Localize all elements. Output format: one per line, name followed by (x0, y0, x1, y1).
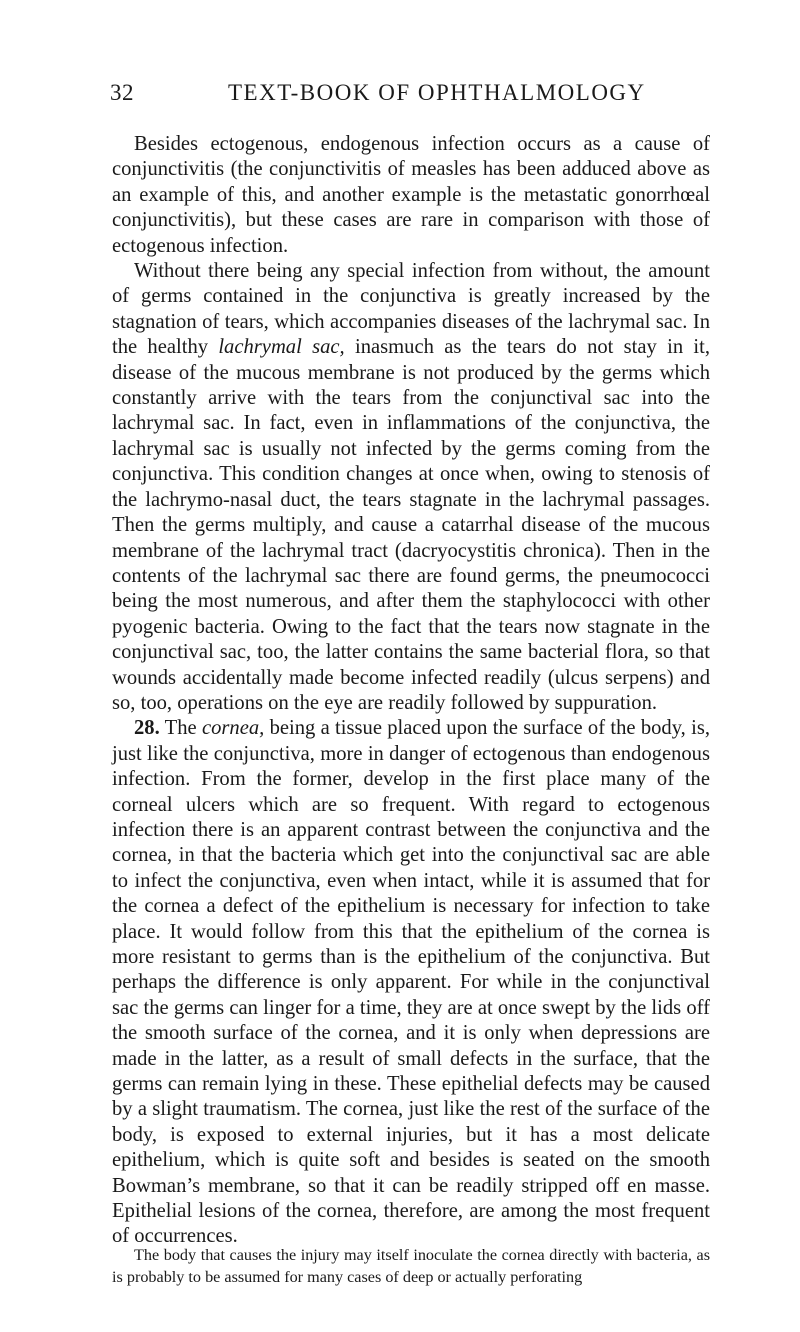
paragraph-lachrymal-sac (112, 259, 710, 716)
paragraph-text: inasmuch as the tears do not stay in it, disease of the mucous membrane is not produced by the germs which constantly arrive with the tears from the conjunctival sac into the lachrymal sac. In fact, even in inflammations of the conjunctiva, the lachrymal sac is usually not infected by the germs coming from the conjunctiva. This condition changes at once when, owing to stenosis of the lachrymo-nasal duct, the tears stagnate in the lachrymal passages. Then the germs multiply, and cause a catarrhal disease of the mucous membrane of the lachrymal tract (dacryocystitis chronica). Then in the contents of the lachrymal sac there are found germs, the pneumococci being the most numerous, and after them the staphylococci with other pyogenic bacteria. Owing to the fact that the tears now stagnate in the conjunctival sac, too, the latter contains the same bacterial flora, so that wounds accidentally made become infected readily (ulcus serpens) and so, too, operations on the eye are readily followed by suppuration. (112, 336, 710, 714)
paragraph-injury (112, 1244, 710, 1288)
body-text (112, 132, 710, 1250)
paragraph-text: Without there being any special infection from without, the amount of germs contained in the conjunctiva is greatly increased by the stagnation of tears, which accompanies diseases of the lachrymal sac. In the healthy (112, 260, 710, 359)
paragraph-text: The body that causes the injury may itself inoculate the cornea directly with bacteria, as is probably to be assumed for many cases of deep or actually perforating (112, 1246, 710, 1286)
running-head (110, 80, 710, 114)
paragraph-text: The (159, 717, 202, 740)
small-print-text (112, 1244, 710, 1288)
section-number: 28. (134, 717, 160, 740)
paragraph-text: being a tissue placed upon the surface of the body, is, just like the conjunctiva, more in danger of ectogenous than endogenous infection. From the former, develop in the first place many of the corneal ulcers which are so frequent. With regard to ectogenous infection there is an apparent contrast between the conjunctiva and the cornea, in that the bacteria which get into the conjunctival sac are able to infect the conjunctiva, even when intact, while it is assumed that for the cornea a defect of the epithelium is necessary for infection to take place. It would follow from this that the epithelium of the cornea is more resistant to germs than is the epithelium of the conjunctiva. But perhaps the difference is only apparent. For while in the conjunctival sac the germs can linger for a time, they are at once swept by the lids off the smooth surface of the cornea, and it is only when depressions are made in the latter, as a result of small defects in the surface, that the germs can remain lying in these. These epithelial defects may be caused by a slight traumatism. The cornea, just like the rest of the surface of the body, is exposed to external injuries, but it has a most delicate epithelium, which is quite soft and besides is seated on the smooth Bowman’s membrane, so that it can be readily stripped off en masse. Epithelial lesions of the cornea, therefore, are among the most frequent of occurrences. (112, 717, 710, 1248)
italic-term: lachrymal sac, (218, 336, 345, 359)
paragraph-text: Besides ectogenous, endogenous infection occurs as a cause of conjunctivitis (the conjunctivitis of measles has been adduced above as an example of this, and another example is the metastatic gonorrhœal conjunctivitis), but these cases are rare in comparison with those of ectogenous infection. (112, 133, 710, 257)
page-number: 32 (110, 80, 134, 105)
paragraph-endogenous-infection (112, 132, 710, 259)
paragraph-cornea (112, 716, 710, 1250)
italic-term: cornea, (201, 717, 265, 740)
running-title: TEXT-BOOK OF OPHTHALMOLOGY (228, 80, 646, 105)
